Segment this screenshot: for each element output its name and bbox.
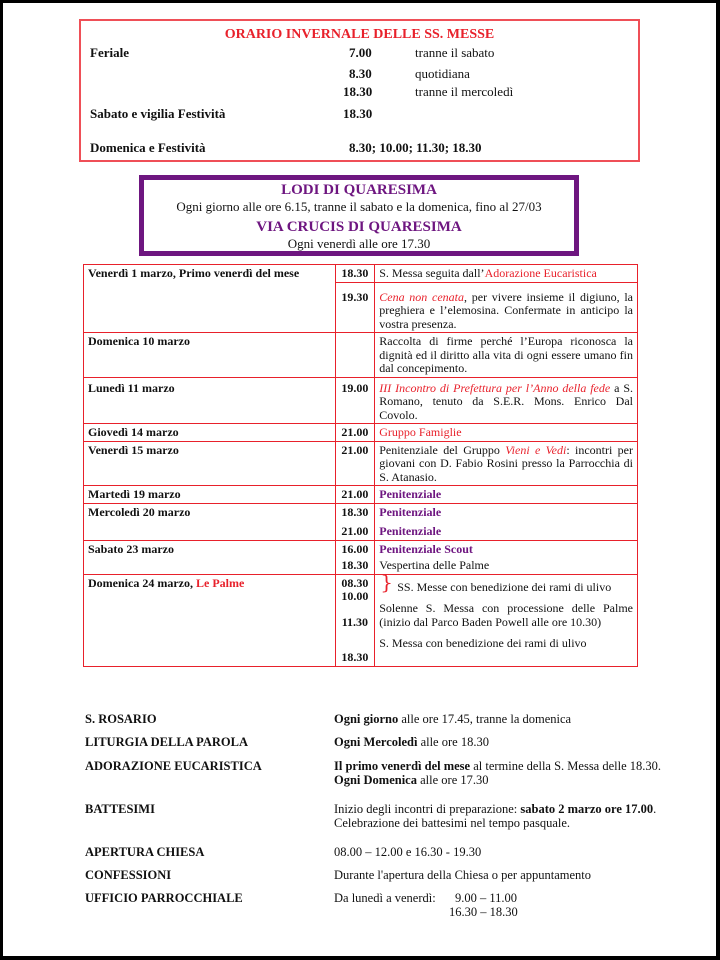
event-text: S. Messa con benedizione dei rami di ulivo <box>379 636 587 650</box>
event-text: Vespertina delle Palme <box>379 558 490 572</box>
event-time-value: 08.30 <box>341 575 369 590</box>
brace-icon: } <box>380 569 393 594</box>
event-description <box>375 377 638 424</box>
info-value-bold: sabato 2 marzo ore 17.00 <box>520 802 654 816</box>
event-description <box>375 441 638 486</box>
table-row <box>84 486 638 504</box>
info-value-text: Da lunedì a venerdì: <box>334 891 436 905</box>
event-time <box>335 574 375 666</box>
table-row <box>84 503 638 540</box>
event-time-value: 18.30 <box>341 558 369 572</box>
via-crucis-text: Ogni venerdì alle ore 17.30 <box>287 236 431 251</box>
event-description <box>375 569 638 666</box>
event-description <box>375 265 638 283</box>
event-day: Lunedì 11 marzo <box>84 377 336 424</box>
event-time-value: 21.00 <box>341 524 369 538</box>
info-value-text: . <box>653 802 657 816</box>
lodi-title: LODI DI QUARESIMA <box>281 182 437 198</box>
lent-prayers-box <box>139 175 579 256</box>
info-value-text: Celebrazione dei battesimi nel tempo pasquale. <box>334 816 571 830</box>
event-time-value: 10.00 <box>341 589 369 603</box>
event-time: 21.00 <box>335 441 375 486</box>
info-value-text: alle ore 18.30 <box>417 735 489 749</box>
event-time: 19.00 <box>335 377 375 424</box>
event-highlight: III Incontro di Prefettura per l’Anno della fede <box>379 380 611 395</box>
table-row <box>84 424 638 442</box>
winter-schedule-title: ORARIO INVERNALE DELLE SS. MESSE <box>224 27 495 42</box>
info-label: APERTURA CHIESA <box>85 845 205 859</box>
event-text: Penitenziale <box>379 524 442 538</box>
event-highlight: Vieni e Vedi <box>505 442 567 457</box>
event-time-value: 16.00 <box>341 541 369 556</box>
info-label: ADORAZIONE EUCARISTICA <box>85 759 262 773</box>
event-description <box>375 503 638 540</box>
info-label: CONFESSIONI <box>85 868 172 882</box>
via-crucis-title: VIA CRUCIS DI QUARESIMA <box>256 219 462 235</box>
event-time: 18.30 <box>335 265 375 283</box>
info-value <box>334 891 694 919</box>
winter-mass-schedule-box <box>79 19 640 162</box>
event-time-value: 18.30 <box>341 650 369 664</box>
event-time <box>335 540 375 574</box>
schedule-note: tranne il mercoledì <box>415 84 514 99</box>
event-text-group <box>379 569 633 595</box>
info-value-text: Inizio degli incontri di preparazione: <box>334 802 521 816</box>
event-day: Domenica 10 marzo <box>84 333 336 378</box>
event-description: Raccolta di firme perché l’Europa riconosca la dignità ed il diritto alla vita di ogni essere umano fin dal concepimento. <box>375 333 638 378</box>
info-value-text: al termine della S. Messa delle 18.30. <box>470 759 662 773</box>
event-text: Penitenziale <box>379 504 442 519</box>
info-value-bold: Ogni Mercoledì <box>334 735 418 749</box>
schedule-time: 8.30; 10.00; 11.30; 18.30 <box>349 140 482 155</box>
event-text: a S. Romano, tenuto da S.E.R. Mons. Enrico Dal Covolo. <box>379 380 634 422</box>
info-value-bold: Il primo venerdì del mese <box>334 759 471 773</box>
info-value-bold: Ogni Domenica <box>334 773 417 787</box>
info-label: LITURGIA DELLA PAROLA <box>85 735 248 749</box>
table-row <box>84 574 638 666</box>
event-time: 19.30 <box>335 282 375 333</box>
event-text: , per vivere insieme il digiuno, la preghiera e l’elemosina. Confermate in anticipo la vostra presenza. <box>379 289 633 331</box>
table-row <box>84 441 638 486</box>
event-day <box>84 574 336 666</box>
table-row <box>84 265 638 283</box>
event-highlight: Adorazione Eucaristica <box>484 266 597 280</box>
office-hours-morning: 9.00 – 11.00 <box>455 891 518 905</box>
event-time: 21.00 <box>335 424 375 442</box>
schedule-label: Domenica e Festività <box>90 140 206 155</box>
schedule-label: Sabato e vigilia Festività <box>90 106 226 121</box>
info-label: S. ROSARIO <box>85 712 157 726</box>
schedule-time: 18.30 <box>343 84 373 99</box>
event-highlight: Cena non cenata <box>379 289 465 304</box>
schedule-time: 18.30 <box>343 106 373 121</box>
table-row <box>84 377 638 424</box>
event-text: S. Messa seguita dall’ <box>379 266 485 280</box>
event-text: Penitenziale Scout <box>379 541 473 556</box>
event-time <box>335 503 375 540</box>
event-day: Giovedì 14 marzo <box>84 424 336 442</box>
info-value-bold: Ogni giorno <box>334 712 399 726</box>
event-day: Venerdì 15 marzo <box>84 441 336 486</box>
lodi-text: Ogni giorno alle ore 6.15, tranne il sabato e la domenica, fino al 27/03 <box>176 199 542 214</box>
schedule-label: Feriale <box>90 45 129 60</box>
event-description: Gruppo Famiglie <box>375 424 638 442</box>
info-label: UFFICIO PARROCCHIALE <box>85 891 243 905</box>
info-value <box>334 802 694 830</box>
event-text: : incontri per giovani con D. Fabio Rosini presso la Parrocchia di S. Atanasio. <box>379 442 634 484</box>
table-row <box>84 333 638 378</box>
schedule-time: 8.30 <box>349 66 372 81</box>
event-time: 21.00 <box>335 486 375 504</box>
event-day: Sabato 23 marzo <box>84 540 336 574</box>
event-text: SS. Messe con benedizione dei rami di ulivo <box>397 579 612 594</box>
schedule-note: quotidiana <box>415 66 470 81</box>
info-value-text: alle ore 17.45, tranne la domenica <box>398 712 572 726</box>
info-value <box>334 759 694 787</box>
event-day: Mercoledì 20 marzo <box>84 503 336 540</box>
schedule-time: 7.00 <box>349 45 372 60</box>
event-text: Penitenziale del Gruppo <box>379 442 506 457</box>
event-text: Solenne S. Messa con processione delle Palme (inizio dal Parco Baden Powell alle ore 10.30) <box>379 601 633 629</box>
info-label: BATTESIMI <box>85 802 155 816</box>
event-time-value: 18.30 <box>341 504 369 519</box>
event-day: Venerdì 1 marzo, Primo venerdì del mese <box>84 265 336 333</box>
info-value <box>334 735 694 749</box>
event-day: Martedì 19 marzo <box>84 486 336 504</box>
table-row <box>84 540 638 574</box>
office-hours-afternoon: 16.30 – 18.30 <box>449 905 518 919</box>
event-description <box>375 540 638 574</box>
event-time <box>335 333 375 378</box>
event-description: Penitenziale <box>375 486 638 504</box>
event-day-text: Domenica 24 marzo, <box>88 575 196 590</box>
info-value-text: alle ore 17.30 <box>416 773 489 787</box>
info-value: Durante l'apertura della Chiesa o per appuntamento <box>334 868 592 882</box>
info-value <box>334 712 694 726</box>
palm-sunday-label: Le Palme <box>195 575 245 590</box>
event-time-value: 11.30 <box>341 614 369 629</box>
events-table <box>83 264 638 667</box>
info-value: 08.00 – 12.00 e 16.30 - 19.30 <box>334 845 482 859</box>
schedule-note: tranne il sabato <box>415 45 495 60</box>
event-description <box>375 282 638 333</box>
